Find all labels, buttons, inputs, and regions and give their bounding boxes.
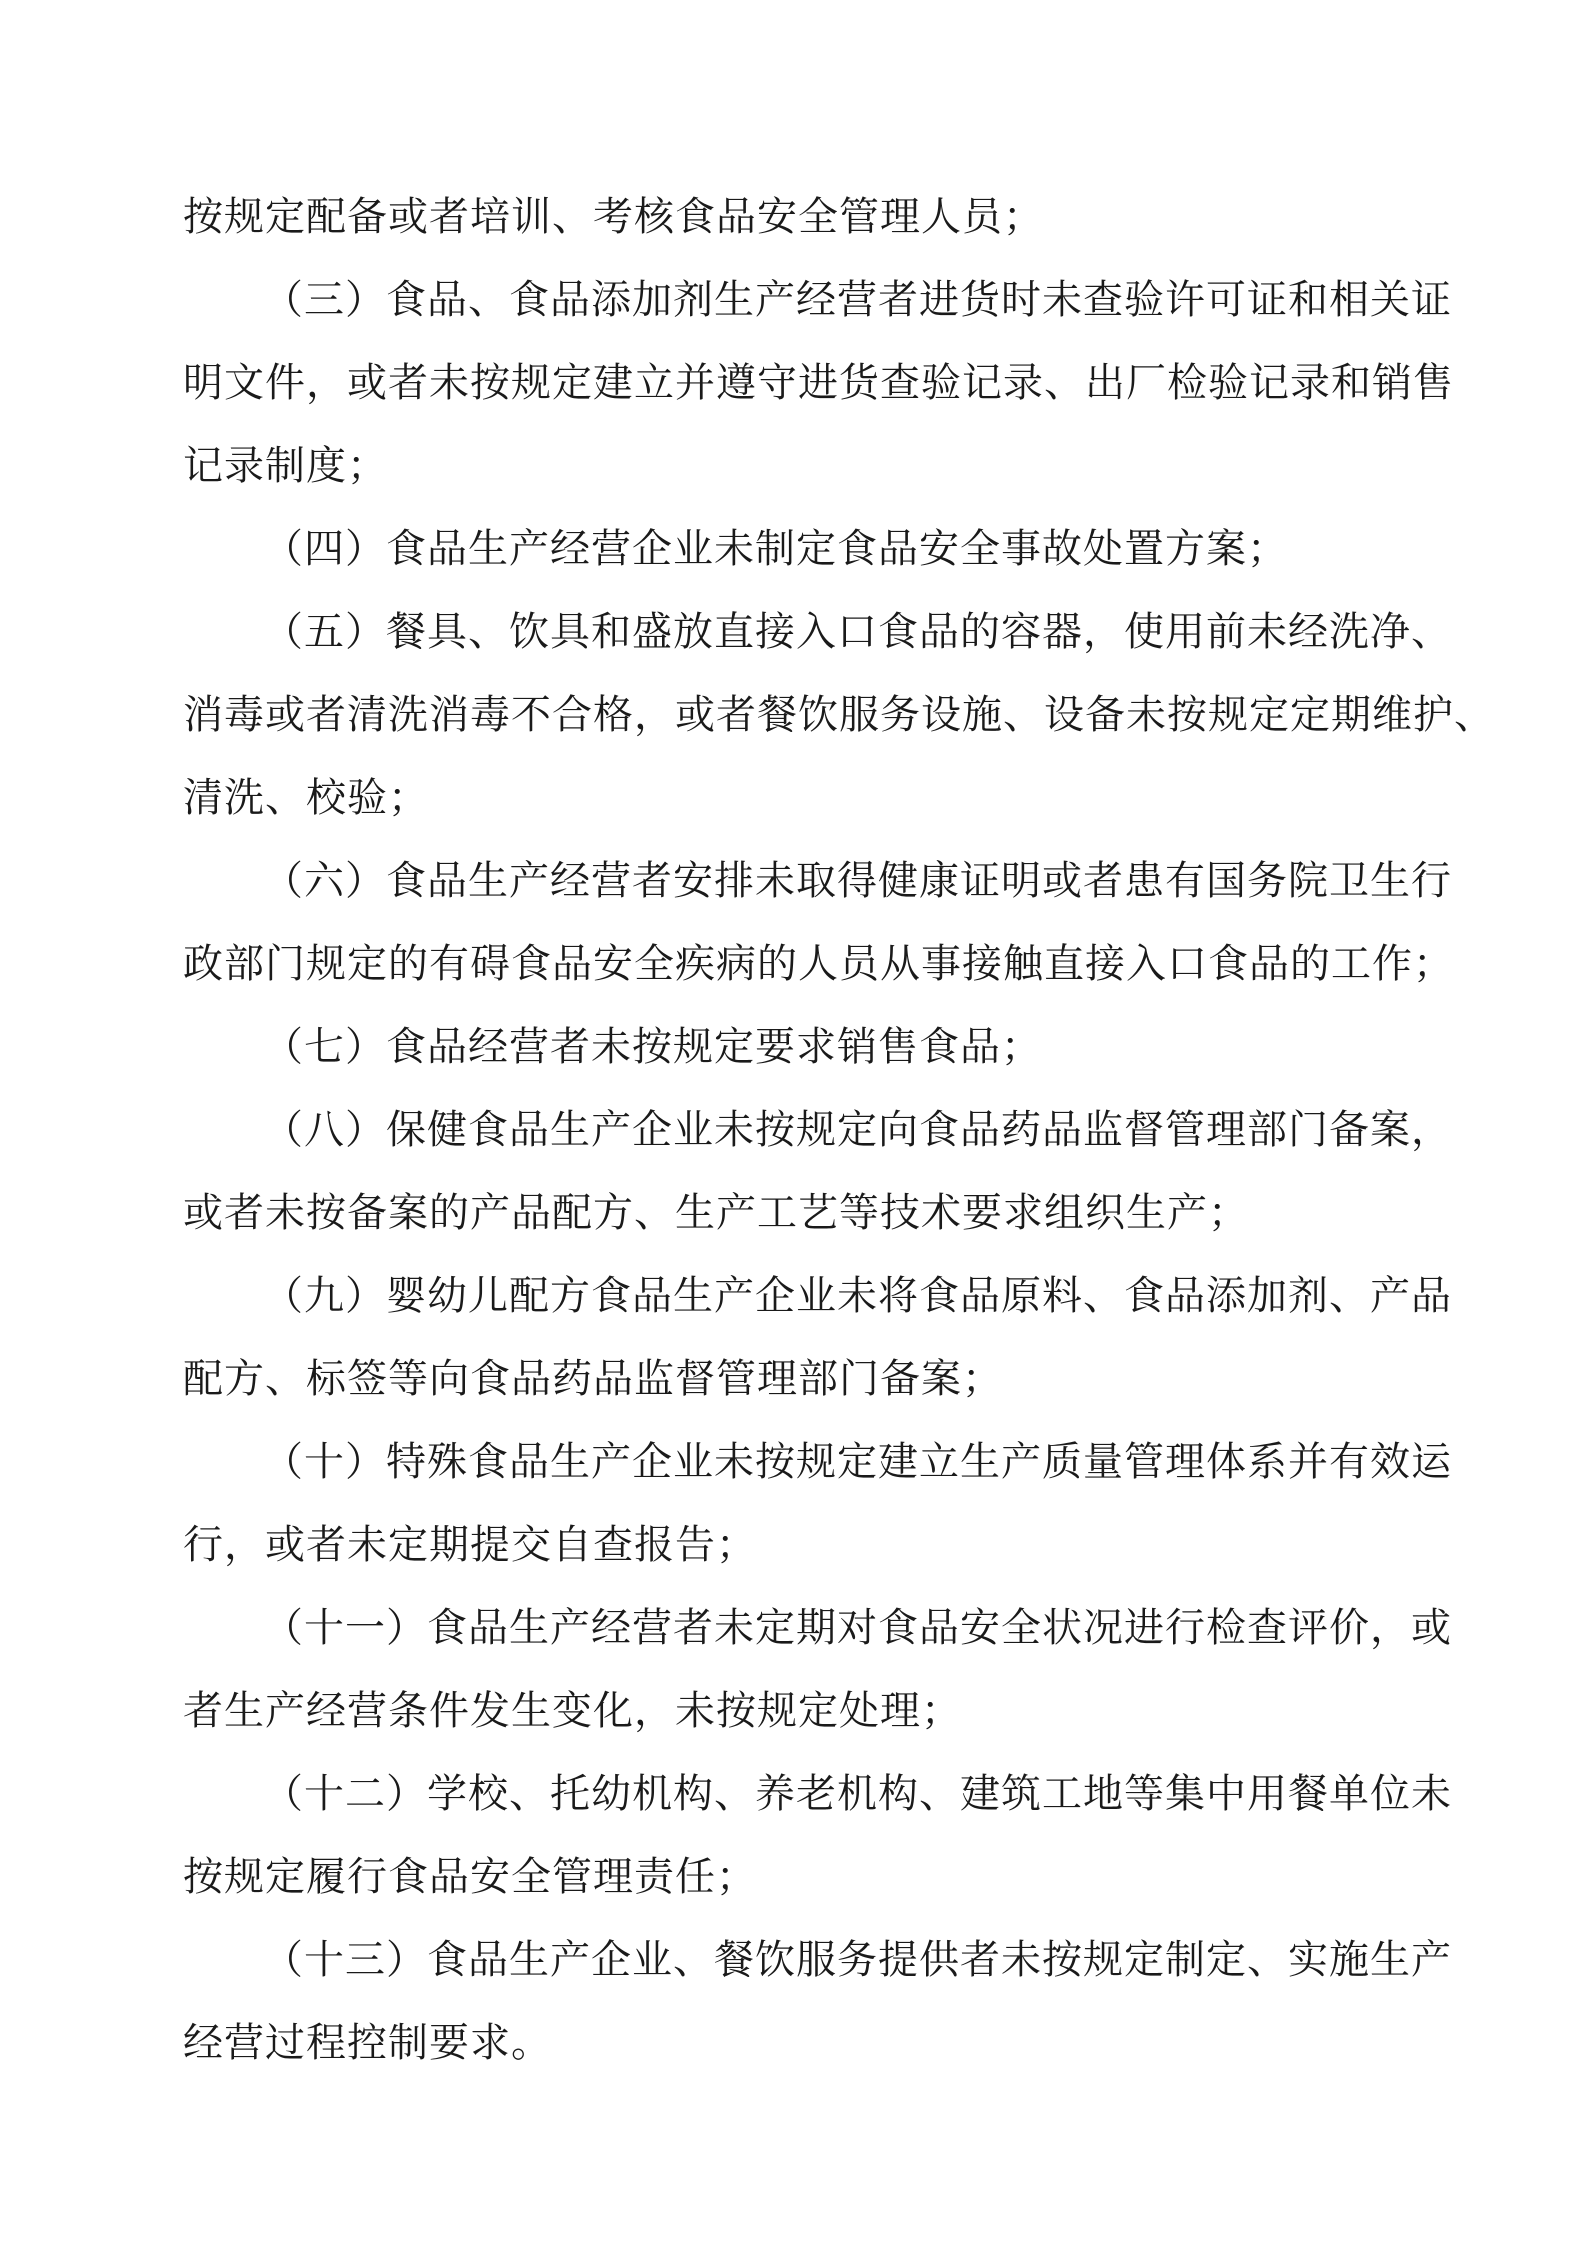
text-line-12: （八）保健食品生产企业未按规定向食品药品监督管理部门备案， [263, 1107, 1452, 1153]
text-line-3: 明文件，或者未按规定建立并遵守进货查验记录、出厂检验记录和销售 [183, 360, 1454, 406]
text-line-14: （九）婴幼儿配方食品生产企业未将食品原料、食品添加剂、产品 [263, 1273, 1452, 1319]
document-body [183, 176, 1495, 2085]
text-line-7: 消毒或者清洗消毒不合格，或者餐饮服务设施、设备未按规定定期维护、 [183, 692, 1495, 738]
text-line-13: 或者未按备案的产品配方、生产工艺等技术要求组织生产； [183, 1190, 1249, 1236]
text-line-6: （五）餐具、饮具和盛放直接入口食品的容器，使用前未经洗净、 [263, 609, 1452, 655]
text-line-17: 行，或者未定期提交自查报告； [183, 1522, 757, 1568]
text-line-1: 按规定配备或者培训、考核食品安全管理人员； [183, 194, 1044, 240]
text-line-22: （十三）食品生产企业、餐饮服务提供者未按规定制定、实施生产 [263, 1937, 1452, 1983]
text-line-4: 记录制度； [183, 443, 388, 489]
text-line-21: 按规定履行食品安全管理责任； [183, 1854, 757, 1900]
text-line-18: （十一）食品生产经营者未定期对食品安全状况进行检查评价，或 [263, 1605, 1452, 1651]
text-line-15: 配方、标签等向食品药品监督管理部门备案； [183, 1356, 1003, 1402]
text-line-10: 政部门规定的有碍食品安全疾病的人员从事接触直接入口食品的工作； [183, 941, 1454, 987]
text-line-5: （四）食品生产经营企业未制定食品安全事故处置方案； [263, 526, 1288, 572]
text-line-9: （六）食品生产经营者安排未取得健康证明或者患有国务院卫生行 [263, 858, 1452, 904]
text-line-16: （十）特殊食品生产企业未按规定建立生产质量管理体系并有效运 [263, 1439, 1452, 1485]
text-line-19: 者生产经营条件发生变化，未按规定处理； [183, 1688, 962, 1734]
text-line-23: 经营过程控制要求。 [183, 2020, 552, 2066]
text-line-20: （十二）学校、托幼机构、养老机构、建筑工地等集中用餐单位未 [263, 1771, 1452, 1817]
text-line-8: 清洗、校验； [183, 775, 429, 821]
text-line-11: （七）食品经营者未按规定要求销售食品； [263, 1024, 1042, 1070]
text-line-2: （三）食品、食品添加剂生产经营者进货时未查验许可证和相关证 [263, 277, 1452, 323]
